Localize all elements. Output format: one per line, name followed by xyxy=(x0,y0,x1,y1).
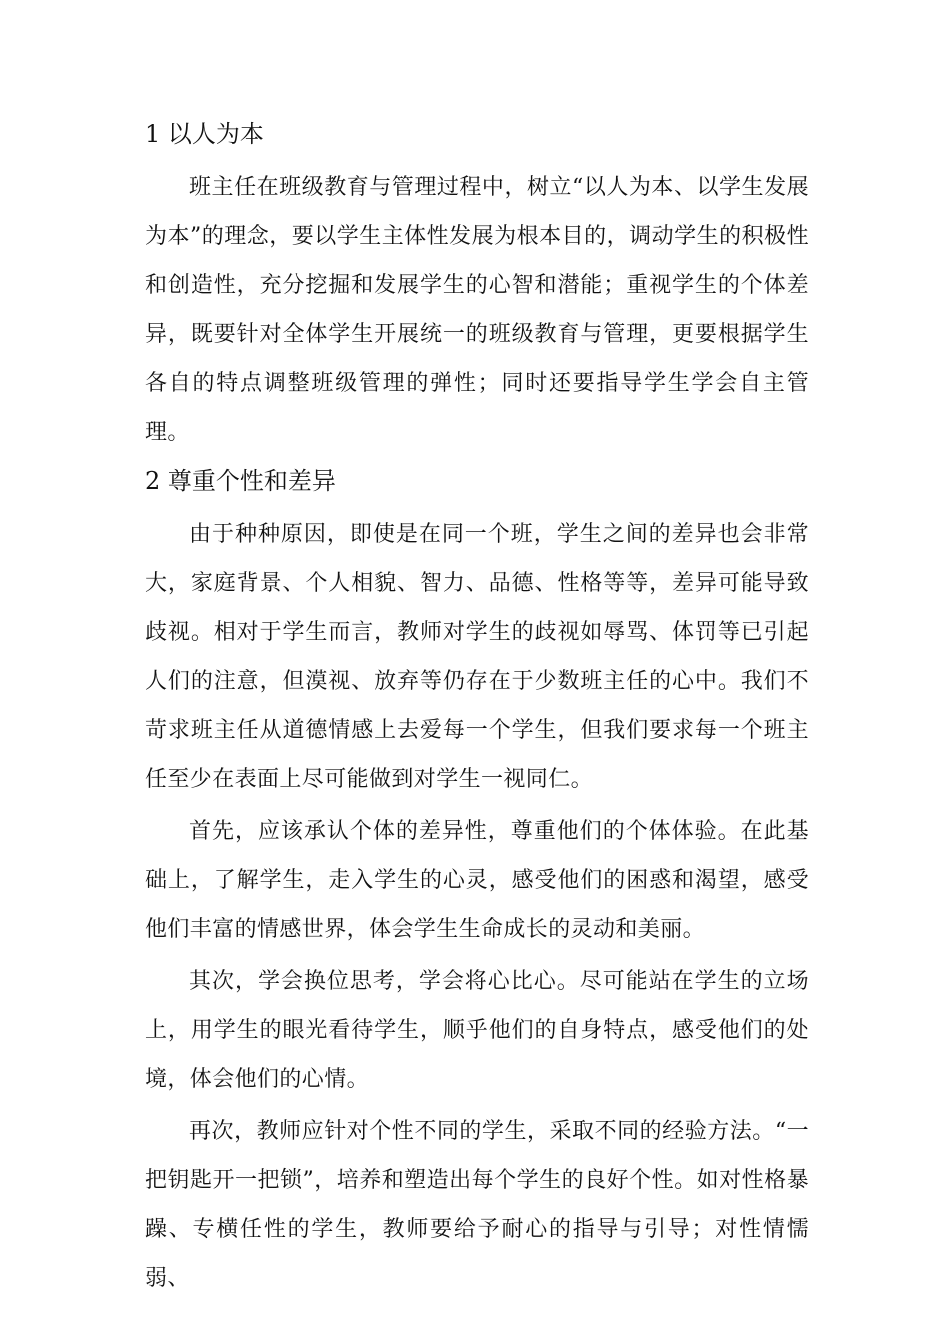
section-heading-1: 1 以人为本 xyxy=(145,120,264,148)
section-2-paragraph-1: 由于种种原因，即使是在同一个班，学生之间的差异也会非常大，家庭背景、个人相貌、智力、品德、性格等等，差异可能导致歧视。相对于学生而言，教师对学生的歧视如辱骂、体罚等已引起人们的注意，但漠视、放弃等仍存在于少数班主任的心中。我们不苛求班主任从道德情感上去爱每一个学生，但我们要求每一个班主任至少在表面上尽可能做到对学生一视同仁。 xyxy=(145,522,809,792)
section-2-paragraph-3: 其次，学会换位思考，学会将心比心。尽可能站在学生的立场上，用学生的眼光看待学生，顺乎他们的自身特点，感受他们的处境，体会他们的心情。 xyxy=(145,969,809,1092)
section-heading-2: 2 尊重个性和差异 xyxy=(145,467,336,495)
section-1-paragraph-1: 班主任在班级教育与管理过程中，树立“以人为本、以学生发展为本”的理念，要以学生主体性发展为根本目的，调动学生的积极性和创造性，充分挖掘和发展学生的心智和潜能；重视学生的个体差异，既要针对全体学生开展统一的班级教育与管理，更要根据学生各自的特点调整班级管理的弹性；同时还要指导学生学会自主管理。 xyxy=(145,175,809,445)
document-body xyxy=(145,110,809,1303)
section-2-paragraph-2: 首先，应该承认个体的差异性，尊重他们的个体体验。在此基础上，了解学生，走入学生的心灵，感受他们的困惑和渴望，感受他们丰富的情感世界，体会学生生命成长的灵动和美丽。 xyxy=(145,819,809,942)
section-2-paragraph-4: 再次，教师应针对个性不同的学生，采取不同的经验方法。“一把钥匙开一把锁”，培养和塑造出每个学生的良好个性。如对性格暴躁、专横任性的学生，教师要给予耐心的指导与引导；对性情懦弱、 xyxy=(145,1119,809,1291)
